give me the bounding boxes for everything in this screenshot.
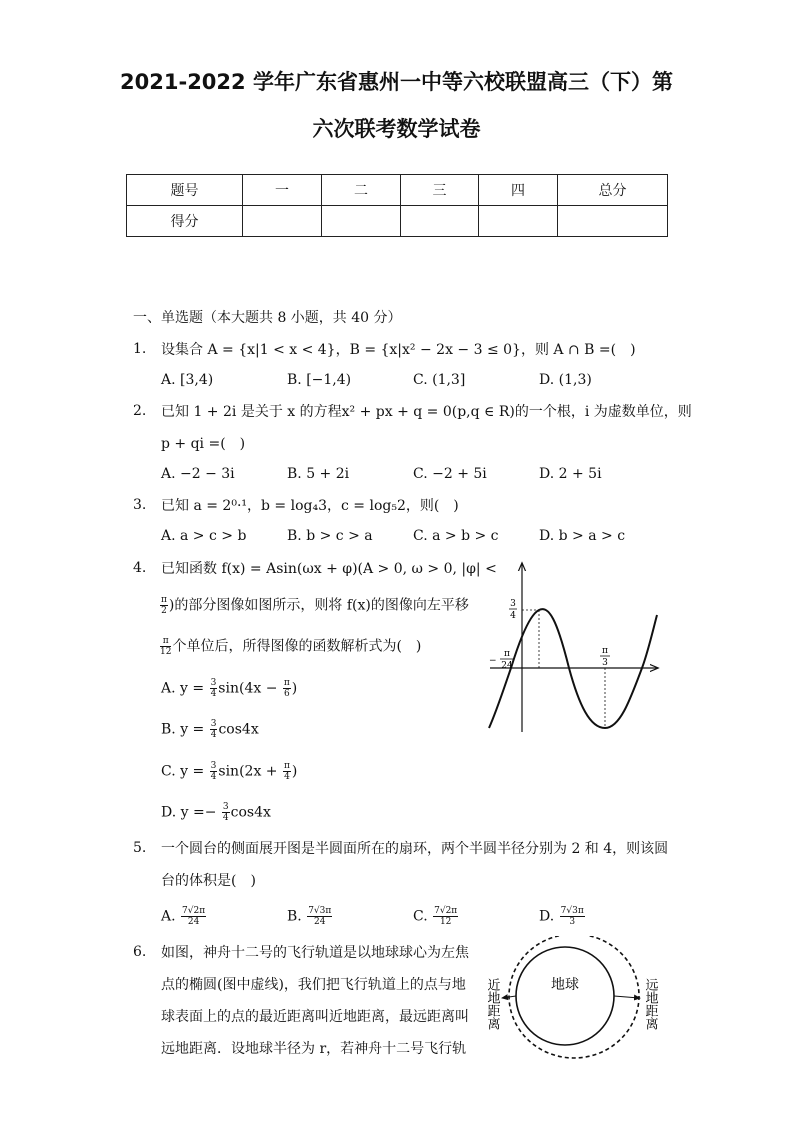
score-table-header-cell: 题号 bbox=[127, 175, 243, 206]
exam-title-line-1: 2021-2022 学年广东省惠州一中等六校联盟高三（下）第 bbox=[120, 70, 673, 94]
near-distance-label: 近地距离 bbox=[484, 978, 500, 1030]
score-table-score-row bbox=[127, 206, 668, 237]
x-right-label-numerator: π bbox=[602, 646, 608, 656]
fraction-pi-over-12: $\frac{\pi}{12}$ bbox=[160, 636, 172, 657]
question-6-text-line-1: 如图，神舟十二号的飞行轨道是以地球球心为左焦 bbox=[161, 945, 469, 961]
far-arrow bbox=[614, 996, 640, 998]
orbit-ellipse bbox=[509, 936, 639, 1058]
sine-graph-figure bbox=[485, 560, 665, 735]
q2-option-b[interactable]: B. 5 + 2i bbox=[287, 466, 350, 482]
question-number: 2. bbox=[133, 403, 147, 419]
q1-option-d[interactable]: D. (1,3) bbox=[539, 372, 592, 388]
score-table bbox=[126, 174, 668, 237]
question-6-text-line-4: 远地距离．设地球半径为 r，若神舟十二号飞行轨 bbox=[161, 1041, 467, 1057]
q2-option-d[interactable]: D. 2 + 5i bbox=[539, 466, 602, 482]
score-cell[interactable] bbox=[322, 206, 401, 237]
q1-option-c[interactable]: C. (1,3] bbox=[413, 372, 466, 388]
q4-option-a[interactable]: A. y = $\frac{3}{4}$ sin(4x − $\frac{\pi}{6}$ ) bbox=[161, 678, 298, 699]
y-label-numerator: 3 bbox=[510, 599, 516, 609]
section-heading: 一、单选题（本大题共 8 小题，共 40 分） bbox=[133, 310, 402, 326]
q4-option-c[interactable]: C. y = $\frac{3}{4}$ sin(2x + $\frac{\pi}{4}$ ) bbox=[161, 761, 298, 782]
question-4-text-line-2: $\frac{\pi}{2}$ )的部分图像如图所示，则将 f(x)的图像向左平移 bbox=[161, 595, 469, 616]
score-table-header-cell: 二 bbox=[322, 175, 401, 206]
score-cell[interactable] bbox=[401, 206, 479, 237]
question-6-text-line-2: 点的椭圆(图中虚线)，我们把飞行轨道上的点与地 bbox=[161, 977, 466, 993]
question-6-text-line-3: 球表面上的点的最近距离叫近地距离，最远距离叫 bbox=[161, 1009, 469, 1025]
question-2-text-line-1: 已知 1 + 2i 是关于 x 的方程x² + px + q = 0(p,q ∈ R)的一个根，i 为虚数单位，则 bbox=[161, 404, 692, 420]
q5-option-c[interactable]: C. $\frac{7√2\pi}{12}$ bbox=[413, 906, 458, 927]
score-table-row-label: 得分 bbox=[127, 206, 243, 237]
question-2-text-line-2: p + qi =( ) bbox=[161, 436, 246, 452]
score-table-header-cell: 总分 bbox=[558, 175, 668, 206]
score-table-header-cell: 三 bbox=[401, 175, 479, 206]
score-table-header-cell: 四 bbox=[479, 175, 558, 206]
q2-option-a[interactable]: A. −2 − 3i bbox=[161, 466, 235, 482]
score-cell[interactable] bbox=[558, 206, 668, 237]
question-number: 5. bbox=[133, 840, 147, 856]
q3-option-b[interactable]: B. b > c > a bbox=[287, 528, 373, 544]
question-number: 4. bbox=[133, 560, 147, 576]
score-cell[interactable] bbox=[479, 206, 558, 237]
score-cell[interactable] bbox=[243, 206, 322, 237]
q5-option-a[interactable]: A. $\frac{7√2\pi}{24}$ bbox=[161, 906, 206, 927]
question-3-text: 已知 a = 2⁰·¹，b = log₄3，c = log₅2，则( ) bbox=[161, 498, 459, 514]
exam-title-line-2: 六次联考数学试卷 bbox=[312, 117, 481, 141]
q4-option-b[interactable]: B. y = $\frac{3}{4}$ cos4x bbox=[161, 719, 259, 740]
q3-option-c[interactable]: C. a > b > c bbox=[413, 528, 499, 544]
far-distance-label: 远地距离 bbox=[642, 978, 658, 1030]
q5-option-d[interactable]: D. $\frac{7√3\pi}{3}$ bbox=[539, 906, 584, 927]
q3-option-a[interactable]: A. a > c > b bbox=[161, 528, 247, 544]
x-left-label-sign: − bbox=[489, 656, 497, 666]
earth-circle bbox=[516, 947, 614, 1045]
q1-option-a[interactable]: A. [3,4) bbox=[161, 372, 214, 388]
question-number: 3. bbox=[133, 497, 147, 513]
question-number: 6. bbox=[133, 944, 147, 960]
q3-option-d[interactable]: D. b > a > c bbox=[539, 528, 626, 544]
q1-option-b[interactable]: B. [−1,4) bbox=[287, 372, 352, 388]
question-5-text-line-2: 台的体积是( ) bbox=[161, 873, 256, 889]
question-5-text-line-1: 一个圆台的侧面展开图是半圆面所在的扇环，两个半圆半径分别为 2 和 4，则该圆 bbox=[161, 841, 669, 857]
fraction-pi-over-2: $\frac{\pi}{2}$ bbox=[161, 595, 167, 616]
question-number: 1. bbox=[133, 341, 147, 357]
y-label-denominator: 4 bbox=[510, 611, 516, 621]
x-right-label-denominator: 3 bbox=[602, 658, 608, 668]
question-4-text-line-1: 已知函数 f(x) = Asin(ωx + φ)(A > 0, ω > 0, |φ| < bbox=[161, 561, 497, 577]
q5-option-b[interactable]: B. $\frac{7√3\pi}{24}$ bbox=[287, 906, 332, 927]
q4-option-d[interactable]: D. y =− $\frac{3}{4}$ cos4x bbox=[161, 802, 271, 823]
score-table-header-row bbox=[127, 175, 668, 206]
orbit-figure bbox=[480, 936, 665, 1076]
score-table-header-cell: 一 bbox=[243, 175, 322, 206]
earth-label: 地球 bbox=[551, 977, 579, 993]
q2-option-c[interactable]: C. −2 + 5i bbox=[413, 466, 487, 482]
x-left-label-numerator: π bbox=[504, 649, 510, 659]
question-1-text: 设集合 A = {x|1 < x < 4}，B = {x|x² − 2x − 3 ≤ 0}，则 A ∩ B =( ) bbox=[161, 342, 636, 358]
question-4-text-line-3: $\frac{\pi}{12}$ 个单位后，所得图像的函数解析式为( ) bbox=[160, 636, 422, 657]
x-left-label-denominator: 24 bbox=[501, 661, 513, 671]
